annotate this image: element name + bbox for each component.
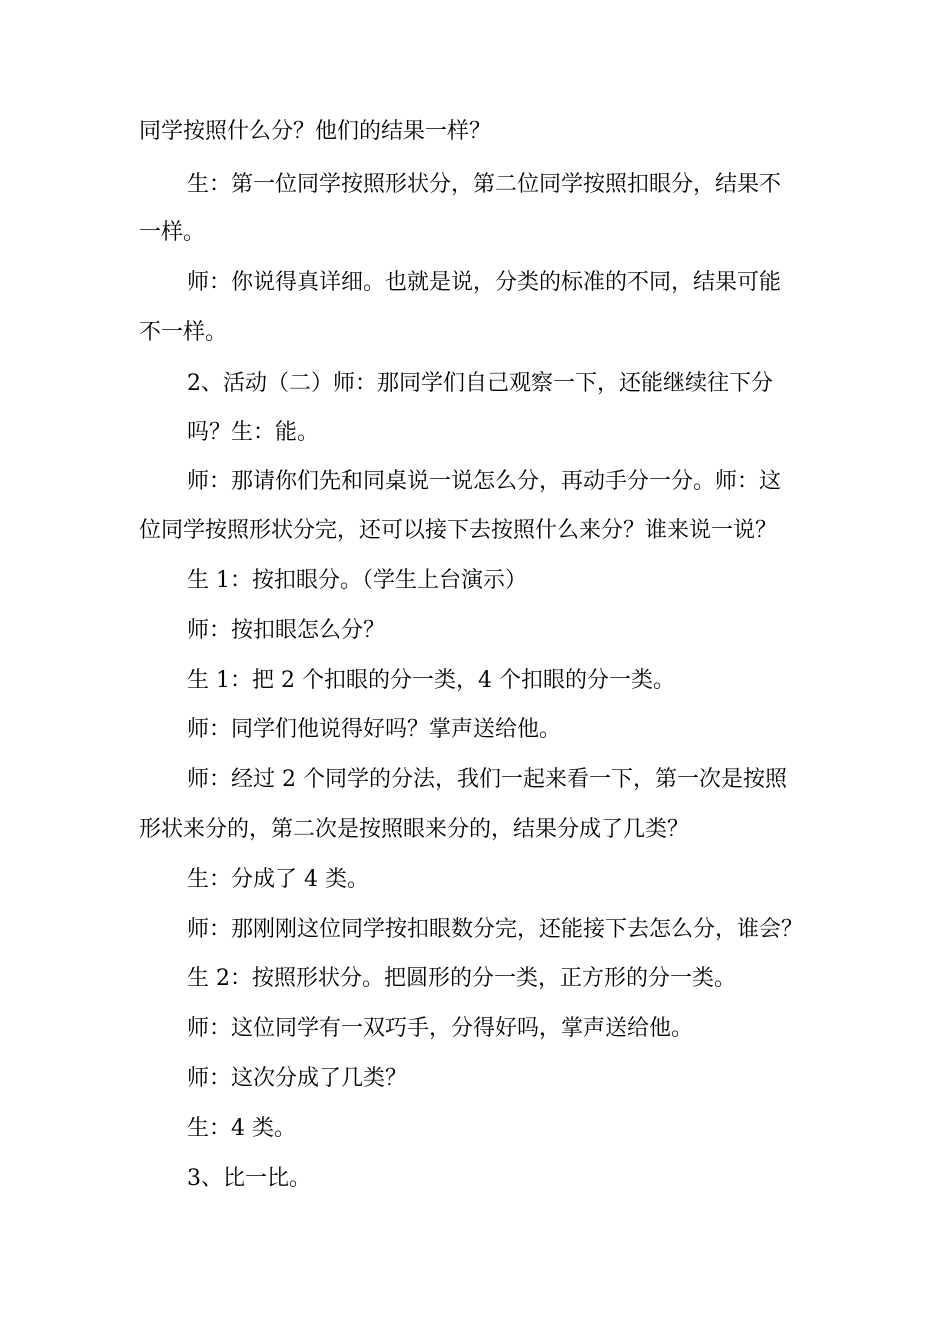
paragraph-line-6: 2、活动（二）师：那同学们自己观察一下，还能继续往下分 (187, 371, 773, 396)
paragraph-line-19: 师：这位同学有一双巧手，分得好吗，掌声送给他。 (187, 1016, 694, 1041)
paragraph-line-4: 师：你说得真详细。也就是说，分类的标准的不同，结果可能 (187, 270, 782, 295)
paragraph-line-18: 生 2：按照形状分。把圆形的分一类，正方形的分一类。 (187, 966, 736, 991)
paragraph-line-2: 生：第一位同学按照形状分，第二位同学按照扣眼分，结果不 (187, 172, 782, 197)
paragraph-line-21: 生：4 类。 (187, 1116, 296, 1141)
paragraph-line-20: 师：这次分成了几类？ (187, 1066, 408, 1091)
paragraph-line-11: 师：按扣眼怎么分？ (187, 618, 386, 643)
paragraph-line-1: 同学按照什么分？他们的结果一样？ (139, 119, 492, 144)
paragraph-line-17: 师：那刚刚这位同学按扣眼数分完，还能接下去怎么分，谁会？ (187, 917, 804, 942)
paragraph-line-13: 师：同学们他说得好吗？掌声送给他。 (187, 717, 562, 742)
paragraph-line-16: 生：分成了 4 类。 (187, 867, 369, 892)
paragraph-line-15: 形状来分的，第二次是按照眼来分的，结果分成了几类？ (139, 817, 690, 842)
paragraph-line-10: 生 1：按扣眼分。（学生上台演示） (187, 568, 527, 593)
paragraph-line-9: 位同学按照形状分完，还可以接下去按照什么来分？谁来说一说？ (139, 518, 778, 543)
paragraph-line-8: 师：那请你们先和同桌说一说怎么分，再动手分一分。师：这 (187, 469, 782, 494)
paragraph-line-7: 吗？生：能。 (187, 420, 320, 445)
paragraph-line-12: 生 1：把 2 个扣眼的分一类，4 个扣眼的分一类。 (187, 668, 675, 693)
paragraph-line-5: 不一样。 (139, 320, 228, 345)
paragraph-line-14: 师：经过 2 个同学的分法，我们一起来看一下，第一次是按照 (187, 767, 787, 792)
paragraph-line-22: 3、比一比。 (187, 1166, 311, 1191)
paragraph-line-3: 一样。 (139, 220, 206, 245)
